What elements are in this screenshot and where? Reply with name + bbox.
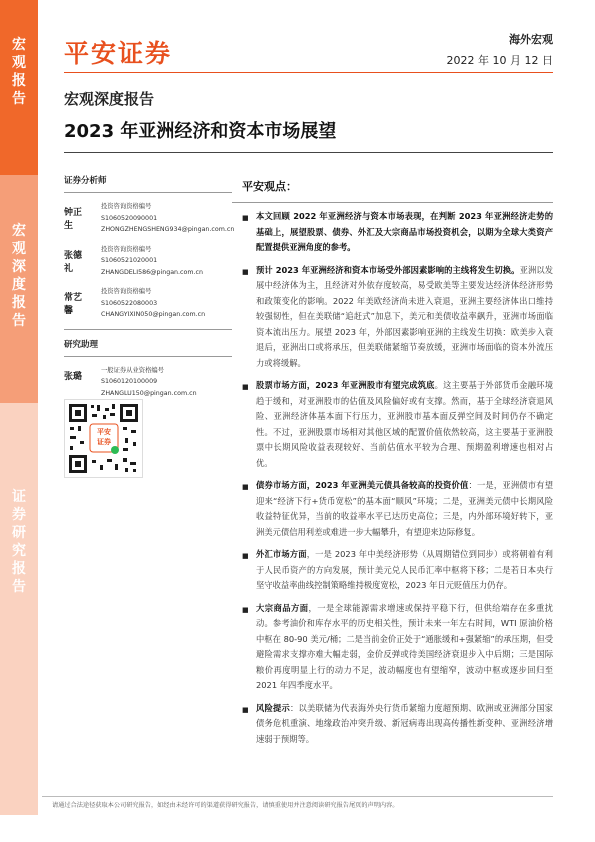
document-category: 海外宏观	[509, 33, 553, 46]
svg-text:平安: 平安	[97, 428, 111, 436]
key-point-body: ，一是 2023 年中美经济形势（从周期错位到同步）或将朝着有利于人民币资产的方向发展，预计美元兑人民币汇率中枢将下移；二是若日本央行坚守收益率曲线控制策略维持极度宽松，2023 年日元贬值压力仍存。	[256, 549, 553, 590]
assistant-heading: 研究助理	[64, 339, 99, 350]
assistant-details	[88, 365, 197, 400]
analyst-entry	[64, 286, 232, 321]
analyst-email[interactable]: ZHANGDELI586@pingan.com.cn	[101, 268, 203, 276]
key-point-item	[242, 378, 553, 471]
analyst-details	[88, 286, 205, 321]
footer-divider	[42, 796, 553, 797]
analyst-name: 钟正生	[64, 208, 83, 231]
analyst-cert-number: S1060522080003	[101, 299, 158, 307]
key-point-lead: 股票市场方面，2023 年亚洲股市有望完成筑底	[256, 380, 435, 390]
analyst-heading: 证券分析师	[64, 176, 107, 186]
bullet-square-icon: ■	[242, 605, 249, 614]
key-point-lead: 外汇市场方面	[256, 549, 307, 559]
assistant-top-divider	[64, 329, 232, 330]
key-point-item	[242, 263, 553, 372]
footer-disclaimer: 请通过合法途径获取本公司研究报告，如经由未经许可的渠道获得研究报告，请慎重使用并注意阅读研究报告尾页的声明内容。	[52, 802, 399, 809]
key-point-item	[242, 601, 553, 694]
analyst-cert-label: 投资咨询资格编号	[101, 245, 152, 253]
analyst-details	[88, 244, 203, 279]
report-type: 宏观深度报告	[64, 90, 155, 108]
analyst-name: 张德礼	[64, 250, 83, 274]
key-point-item	[242, 547, 553, 594]
assistant-divider	[64, 356, 232, 357]
analyst-name: 常艺馨	[64, 293, 83, 316]
key-point-lead: 风险提示	[256, 702, 290, 713]
bullet-square-icon: ■	[242, 705, 249, 714]
key-point-item	[242, 478, 553, 540]
key-point-body: 本文回顾 2022 年亚洲经济与资本市场表现，在判断 2023 年亚洲经济走势的基础上，展望股票、债券、外汇及大宗商品市场投资机会，以期为全球大类资产配置提供亚洲角度的参考。	[256, 211, 553, 252]
key-point-lead: 预计 2023 年亚洲经济和资本市场受外部因素影响的主线将发生切换。	[256, 264, 520, 275]
key-point-text	[256, 478, 553, 540]
qr-code-icon	[64, 399, 143, 478]
assistant-entry	[64, 365, 232, 400]
key-point-body: ：以美联储为代表海外央行货币紧缩力度超预期、欧洲或亚洲部分国家债务危机重演、地缘政治冲突升级、新冠病毒出现高传播性新变种、亚洲经济增速弱于预期等。	[256, 702, 553, 744]
analyst-email[interactable]: ZHONGZHENGSHENG934@pingan.com.cn	[101, 226, 235, 233]
assistant-email[interactable]: ZHANGLU150@pingan.com.cn	[101, 389, 197, 397]
key-points-panel	[242, 178, 553, 754]
report-title: 2023 年亚洲经济和资本市场展望	[64, 121, 337, 142]
analyst-cert-number: S1060521020001	[101, 257, 158, 264]
sidebar-label-middle: 宏 观 深 度 报 告	[12, 223, 26, 329]
key-point-item	[242, 701, 553, 748]
bullet-square-icon: ■	[242, 383, 249, 391]
analyst-cert-label: 投资咨询资格编号	[101, 203, 152, 210]
bullet-square-icon: ■	[242, 552, 249, 560]
bullet-square-icon: ■	[242, 483, 249, 491]
analyst-divider	[64, 192, 232, 193]
key-point-text	[256, 209, 553, 256]
analyst-panel	[64, 174, 235, 407]
key-point-text	[256, 263, 553, 372]
analyst-details	[88, 201, 234, 236]
sidebar-block-bottom	[0, 403, 38, 815]
sidebar-label-top: 宏 观 报 告	[12, 37, 26, 107]
analyst-cert-label: 投资咨询资格编号	[101, 288, 152, 295]
key-point-body: ：一是，亚洲债市有望迎来“经济下行+货币宽松”的基本面“顺风”环境；二是，亚洲美元债中长期风险收益特征优异，当前的收益率水平已达历史高位；三是，内外部环境好转下，亚洲美元债信用利差或难进一步大幅攀升，有望迎来边际修复。	[256, 480, 553, 537]
key-point-item	[242, 209, 553, 256]
document-date: 2022 年 10 月 12 日	[446, 54, 553, 67]
key-point-body: 亚洲以发展中经济体为主，且经济对外依存度较高，易受欧美等主要发达经济体经济形势和政策变化的影响。2022 年美欧经济尚未进入衰退，亚洲主要经济体出口维持较强韧性，但在美联储“追赶式”加息下，美元和美债收益率飙升，亚洲市场面临资本流出压力。展望 2023 年，外部因素影响亚洲的主线发生切换：欧美步入衰退后，亚洲出口或将承压，但美联储紧缩节奏放缓，亚洲市场面临的资本外流压力或将缓解。	[256, 264, 553, 368]
key-points-divider	[232, 202, 553, 203]
key-point-body: 。这主要基于外部货币金融环境趋于缓和，对亚洲股市的估值及风险偏好或有支撑。然而，基于全球经济衰退风险、亚洲经济体基本面下行压力，亚洲股市基本面反弹空间及时间仍存不确定性。不过，亚洲股票市场相对其他区域的配置价值依然较高，这主要基于亚洲股票中长期风险收益表现较好、当前估值水平较为合理、预期盈利增速也相对占优。	[256, 380, 553, 468]
key-point-text	[256, 601, 553, 694]
key-points-list	[242, 209, 553, 747]
key-points-heading: 平安观点：	[242, 180, 297, 193]
sidebar-label-bottom: 证 券 研 究 报 告	[12, 489, 26, 595]
analyst-entry	[64, 244, 232, 279]
key-point-lead: 大宗商品方面	[256, 602, 309, 613]
analyst-email[interactable]: CHANGYIXIN050@pingan.com.cn	[101, 311, 206, 318]
key-point-lead: 债券市场方面，2023 年亚洲美元债具备较高的投资价值	[256, 480, 469, 490]
analyst-cert-number: S1060520090001	[101, 214, 158, 222]
header-divider	[64, 72, 553, 73]
assistant-cert-number: S1060120100009	[101, 378, 158, 385]
analyst-entry	[64, 201, 235, 236]
key-point-text	[256, 701, 553, 748]
key-point-text	[256, 378, 553, 471]
svg-text:证券: 证券	[97, 438, 111, 446]
bullet-square-icon: ■	[242, 267, 249, 276]
assistant-name: 张璐	[64, 371, 83, 382]
brand-logo: 平安证券	[64, 39, 173, 68]
bullet-square-icon: ■	[242, 214, 249, 222]
title-divider	[64, 152, 553, 153]
assistant-cert-label: 一般证券从业资格编号	[101, 366, 164, 374]
key-point-body: ，一是全球能源需求增速或保持平稳下行，但供给端存在多重扰动。参考油价和库存水平的历史相关性，预计未来一年左右时间，WTI 原油价格中枢在 80-90 美元/桶；二是当前金价正处于“通胀缓和+强紧缩”的承压期，但受避险需求支撑亦难大幅走弱，金价反弹或待美国经济衰退步入中后期；三是国际粮价再度明显上行的动力不足，波动幅度也有望缩窄，波动中枢或逐步回归至 2021 年四季度水平。	[256, 602, 553, 690]
key-point-text	[256, 547, 553, 594]
